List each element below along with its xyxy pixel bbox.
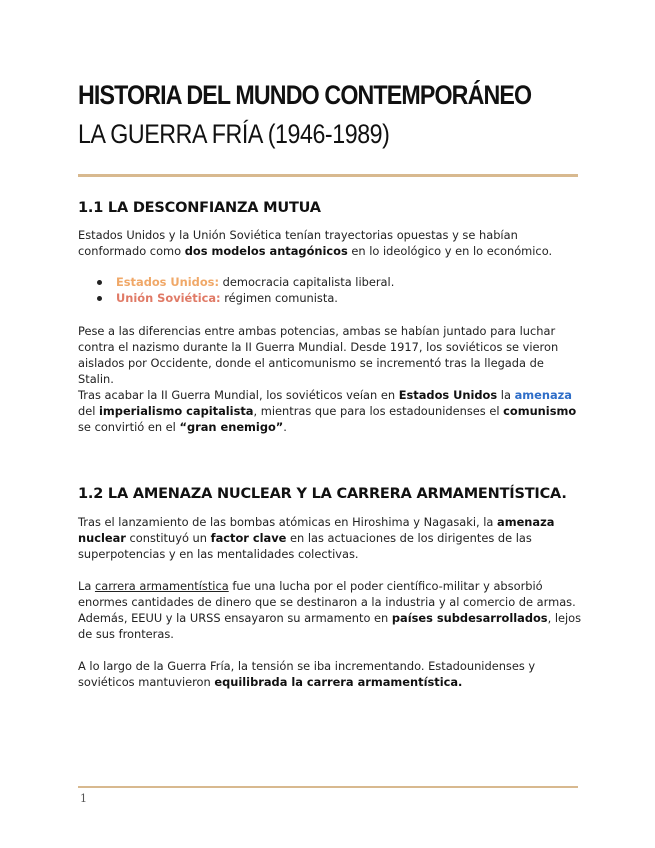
underlined-text: carrera armamentística [94, 579, 229, 593]
document-subtitle: LA GUERRA FRÍA (1946-1989) [78, 119, 390, 149]
bold-text: factor clave [210, 531, 287, 545]
text-run: del [78, 404, 100, 418]
bold-text: Estados Unidos [398, 388, 498, 402]
section-1-paragraph-3 [78, 387, 583, 435]
footer-rule [78, 786, 578, 788]
bold-text: dos modelos antagónicos [184, 244, 348, 258]
text-run: Tras acabar la II Guerra Mundial, los soviéticos veían en [78, 388, 399, 402]
text-run: constituyó un [125, 531, 211, 545]
text-run: . [283, 420, 287, 434]
text-run: fue una lucha por el poder científico-militar y absorbió enormes cantidades de dinero que se destinaron a la industria y al comercio de armas. Además, EEUU y la URSS ensayaron su armamento en [78, 579, 576, 625]
text-run: Tras el lanzamiento de las bombas atómicas en Hiroshima y Nagasaki, la [78, 515, 498, 529]
section-1-paragraph-2: Pese a las diferencias entre ambas potencias, ambas se habían juntado para luchar contra el nazismo durante la II Guerra Mundial. Desde 1917, los soviéticos se vieron aislados por Occidente, donde el anticomunismo se incrementó tras la llegada de Stalin. [78, 324, 559, 386]
text-run: , lejos de sus fronteras. [78, 611, 582, 641]
section-2-paragraph-1 [78, 514, 583, 562]
bullet-label-union-sovietica: Unión Soviética: [116, 291, 221, 305]
text-run: se convirtió en el [78, 420, 180, 434]
text-run: en las actuaciones de los dirigentes de las superpotencias y en las mentalidades colectivas. [78, 531, 532, 561]
list-item [78, 274, 578, 290]
bullet-text: régimen comunista. [220, 291, 338, 305]
bold-text: países subdesarrollados [391, 611, 548, 625]
highlight-text: amenaza [514, 388, 572, 402]
page-number: 1 [80, 792, 87, 805]
text-run: , mientras que para los estadounidenses el [253, 404, 504, 418]
section-1-paragraph-1 [78, 227, 583, 259]
text-run: La [78, 579, 95, 593]
bullet-label-estados-unidos: Estados Unidos: [116, 275, 219, 289]
text-run: A lo largo de la Guerra Fría, la tensión se iba incrementando. Estadounidenses y soviéticos mantuvieron [78, 659, 536, 689]
section-2-paragraph-3 [78, 658, 583, 690]
bold-text: comunismo [503, 404, 577, 418]
section-1-heading: 1.1 LA DESCONFIANZA MUTUA [78, 200, 321, 216]
section-2-paragraph-2 [78, 578, 583, 642]
bold-text: “gran enemigo” [179, 420, 284, 434]
text-run: en lo ideológico y en lo económico. [347, 244, 553, 258]
bullet-text: democracia capitalista liberal. [219, 275, 395, 289]
header-rule [78, 174, 578, 177]
section-2-heading: 1.2 LA AMENAZA NUCLEAR Y LA CARRERA ARMAMENTÍSTICA. [78, 486, 567, 502]
list-item [78, 290, 578, 306]
political-systems-list [78, 274, 578, 306]
document-title: HISTORIA DEL MUNDO CONTEMPORÁNEO [78, 80, 532, 110]
text-run: Estados Unidos y la Unión Soviética tenían trayectorias opuestas y se habían conformado como [78, 228, 518, 258]
bold-text: imperialismo capitalista [99, 404, 254, 418]
text-run: la [497, 388, 515, 402]
bold-text: equilibrada la carrera armamentística. [214, 675, 463, 689]
bold-text: amenaza nuclear [78, 515, 555, 545]
